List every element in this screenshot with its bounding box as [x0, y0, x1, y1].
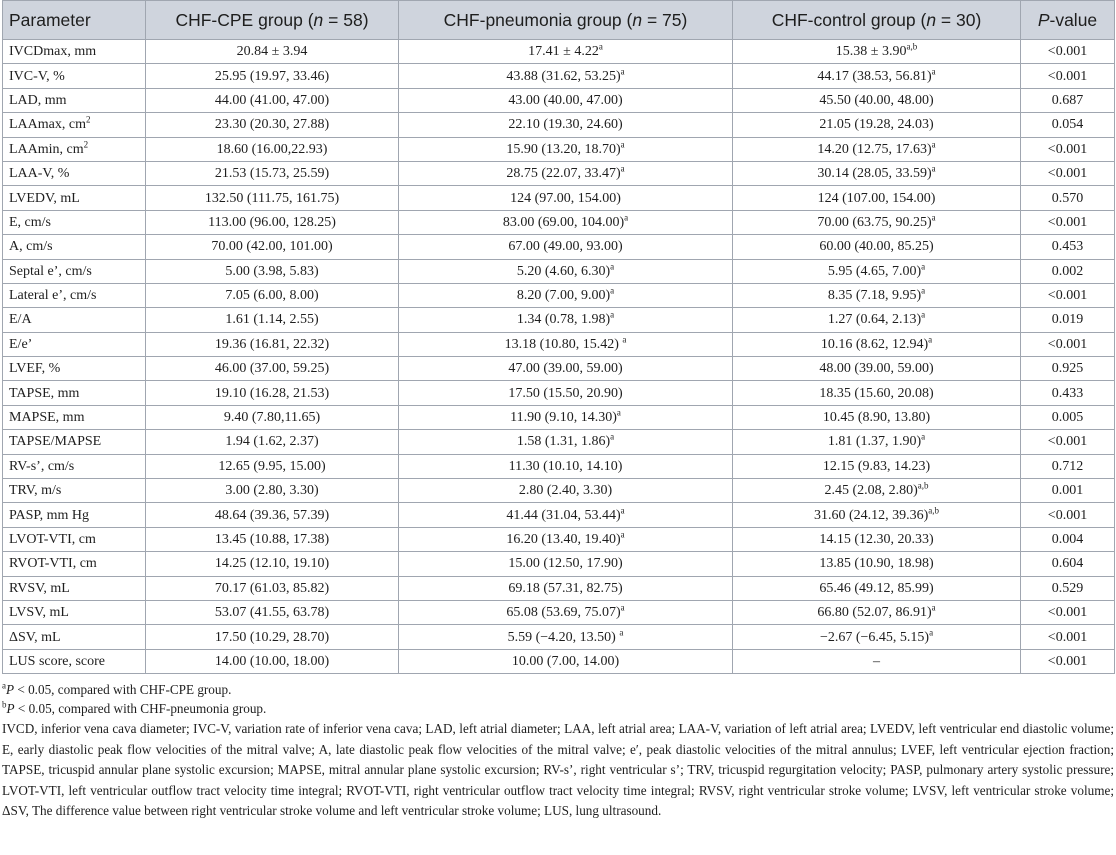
param-cell: LVOT-VTI, cm [3, 527, 146, 551]
p-value-cell: 0.604 [1021, 552, 1115, 576]
chf-cpe-cell: 21.53 (15.73, 25.59) [146, 161, 399, 185]
table-row [3, 186, 1115, 210]
param-cell: LAA-V, % [3, 161, 146, 185]
chf-control-cell: 10.16 (8.62, 12.94)$^a$ [733, 332, 1021, 356]
param-cell: RVSV, mL [3, 576, 146, 600]
param-cell: LAD, mm [3, 88, 146, 112]
p-value-cell: <0.001 [1021, 40, 1115, 64]
chf-control-cell: 14.15 (12.30, 20.33) [733, 527, 1021, 551]
chf-control-cell: $15.38 \pm 3.90^{a,b}$ [733, 40, 1021, 64]
table-row [3, 430, 1115, 454]
param-cell: E/e’ [3, 332, 146, 356]
p-value-cell: <0.001 [1021, 332, 1115, 356]
chf-cpe-cell: 12.65 (9.95, 15.00) [146, 454, 399, 478]
param-cell: LUS score, score [3, 649, 146, 673]
chf-pneumonia-cell: 11.90 (9.10, 14.30)$^a$ [399, 405, 733, 429]
chf-pneumonia-cell: 17.50 (15.50, 20.90) [399, 381, 733, 405]
chf-cpe-cell: 70.00 (42.00, 101.00) [146, 235, 399, 259]
p-value-cell: 0.712 [1021, 454, 1115, 478]
chf-pneumonia-cell: 47.00 (39.00, 59.00) [399, 357, 733, 381]
table-body [3, 40, 1115, 674]
chf-pneumonia-cell: 8.20 (7.00, 9.00)$^a$ [399, 283, 733, 307]
param-cell: MAPSE, mm [3, 405, 146, 429]
chf-pneumonia-cell: 16.20 (13.40, 19.40)$^a$ [399, 527, 733, 551]
table-row [3, 40, 1115, 64]
footnote-a: $^a$P < 0.05, compared with CHF-CPE group. [2, 680, 232, 698]
p-value-cell: 0.453 [1021, 235, 1115, 259]
chf-cpe-cell: 53.07 (41.55, 63.78) [146, 600, 399, 624]
chf-control-cell: 124 (107.00, 154.00) [733, 186, 1021, 210]
chf-cpe-cell: 113.00 (96.00, 128.25) [146, 210, 399, 234]
chf-cpe-cell: 19.36 (16.81, 22.32) [146, 332, 399, 356]
param-cell: Septal e’, cm/s [3, 259, 146, 283]
chf-pneumonia-cell: 13.18 (10.80, 15.42) $^a$ [399, 332, 733, 356]
chf-control-cell: 13.85 (10.90, 18.98) [733, 552, 1021, 576]
chf-pneumonia-cell: 5.59 (−4.20, 13.50) $^a$ [399, 625, 733, 649]
param-cell: LAAmax, $cm^2$ [3, 113, 146, 137]
p-value-cell: 0.687 [1021, 88, 1115, 112]
param-cell: E/A [3, 308, 146, 332]
table-row [3, 600, 1115, 624]
chf-pneumonia-cell: 15.00 (12.50, 17.90) [399, 552, 733, 576]
chf-cpe-cell: 19.10 (16.28, 21.53) [146, 381, 399, 405]
param-cell: Lateral e’, cm/s [3, 283, 146, 307]
chf-cpe-cell: 44.00 (41.00, 47.00) [146, 88, 399, 112]
chf-control-cell: 66.80 (52.07, 86.91)$^a$ [733, 600, 1021, 624]
param-cell: LVSV, mL [3, 600, 146, 624]
chf-control-cell: 18.35 (15.60, 20.08) [733, 381, 1021, 405]
chf-control-cell: 60.00 (40.00, 85.25) [733, 235, 1021, 259]
chf-cpe-cell: 9.40 (7.80,11.65) [146, 405, 399, 429]
header-parameter: Parameter [3, 1, 146, 40]
table-row [3, 161, 1115, 185]
header-chf-control-group: CHF-control group (n = 30) [733, 1, 1021, 40]
chf-control-cell: 5.95 (4.65, 7.00)$^a$ [733, 259, 1021, 283]
param-cell: TRV, m/s [3, 479, 146, 503]
footnote-b: $^b$P < 0.05, compared with CHF-pneumonia group. [2, 699, 267, 717]
chf-cpe-cell: 20.84 ± 3.94 [146, 40, 399, 64]
param-cell: A, cm/s [3, 235, 146, 259]
table-row [3, 137, 1115, 161]
p-value-cell: <0.001 [1021, 625, 1115, 649]
chf-pneumonia-cell: 43.88 (31.62, 53.25)$^a$ [399, 64, 733, 88]
p-value-cell: 0.001 [1021, 479, 1115, 503]
chf-control-cell: 8.35 (7.18, 9.95)$^a$ [733, 283, 1021, 307]
table-row [3, 64, 1115, 88]
chf-pneumonia-cell: 10.00 (7.00, 14.00) [399, 649, 733, 673]
chf-cpe-cell: 3.00 (2.80, 3.30) [146, 479, 399, 503]
chf-cpe-cell: 14.00 (10.00, 18.00) [146, 649, 399, 673]
chf-pneumonia-cell: 43.00 (40.00, 47.00) [399, 88, 733, 112]
chf-control-cell: 10.45 (8.90, 13.80) [733, 405, 1021, 429]
chf-pneumonia-cell: 11.30 (10.10, 14.10) [399, 454, 733, 478]
p-value-cell: <0.001 [1021, 64, 1115, 88]
chf-control-cell: 31.60 (24.12, 39.36)$^{a,b}$ [733, 503, 1021, 527]
chf-pneumonia-cell: 2.80 (2.40, 3.30) [399, 479, 733, 503]
param-cell: RVOT-VTI, cm [3, 552, 146, 576]
chf-pneumonia-cell: 67.00 (49.00, 93.00) [399, 235, 733, 259]
chf-cpe-cell: 23.30 (20.30, 27.88) [146, 113, 399, 137]
chf-control-cell: 1.27 (0.64, 2.13)$^a$ [733, 308, 1021, 332]
table-row [3, 479, 1115, 503]
chf-cpe-cell: 1.61 (1.14, 2.55) [146, 308, 399, 332]
p-value-cell: <0.001 [1021, 503, 1115, 527]
chf-pneumonia-cell: 69.18 (57.31, 82.75) [399, 576, 733, 600]
chf-pneumonia-cell: 17.41 ± 4.22$^a$ [399, 40, 733, 64]
chf-control-cell: – [733, 649, 1021, 673]
table-row [3, 576, 1115, 600]
chf-pneumonia-cell: 28.75 (22.07, 33.47)$^a$ [399, 161, 733, 185]
table-row [3, 88, 1115, 112]
header-p-value: P-value [1021, 1, 1115, 40]
chf-control-cell: 70.00 (63.75, 90.25)$^a$ [733, 210, 1021, 234]
chf-pneumonia-cell: 15.90 (13.20, 18.70)$^a$ [399, 137, 733, 161]
chf-pneumonia-cell: 1.34 (0.78, 1.98)$^a$ [399, 308, 733, 332]
chf-cpe-cell: 70.17 (61.03, 85.82) [146, 576, 399, 600]
table-row [3, 503, 1115, 527]
chf-control-cell: 12.15 (9.83, 14.23) [733, 454, 1021, 478]
p-value-cell: 0.570 [1021, 186, 1115, 210]
table-row [3, 405, 1115, 429]
header-row [3, 1, 1115, 40]
chf-cpe-cell: 46.00 (37.00, 59.25) [146, 357, 399, 381]
chf-cpe-cell: 18.60 (16.00,22.93) [146, 137, 399, 161]
chf-control-cell: 30.14 (28.05, 33.59)$^a$ [733, 161, 1021, 185]
chf-pneumonia-cell: 83.00 (69.00, 104.00)$^a$ [399, 210, 733, 234]
chf-control-cell: 65.46 (49.12, 85.99) [733, 576, 1021, 600]
chf-pneumonia-cell: 5.20 (4.60, 6.30)$^a$ [399, 259, 733, 283]
chf-cpe-cell: 5.00 (3.98, 5.83) [146, 259, 399, 283]
table-row [3, 332, 1115, 356]
p-value-cell: 0.433 [1021, 381, 1115, 405]
param-cell: LAAmin, $cm^2$ [3, 137, 146, 161]
chf-control-cell: 48.00 (39.00, 59.00) [733, 357, 1021, 381]
table-row [3, 625, 1115, 649]
echocardiography-table [2, 0, 1115, 674]
table-row [3, 649, 1115, 673]
p-value-cell: <0.001 [1021, 161, 1115, 185]
header-chf-cpe-group: CHF-CPE group (n = 58) [146, 1, 399, 40]
chf-cpe-cell: 48.64 (39.36, 57.39) [146, 503, 399, 527]
p-value-cell: 0.019 [1021, 308, 1115, 332]
p-value-cell: <0.001 [1021, 649, 1115, 673]
chf-control-cell: 14.20 (12.75, 17.63)$^a$ [733, 137, 1021, 161]
p-value-cell: 0.925 [1021, 357, 1115, 381]
table-row [3, 235, 1115, 259]
header-chf-pneumonia-group: CHF-pneumonia group (n = 75) [399, 1, 733, 40]
chf-pneumonia-cell: 65.08 (53.69, 75.07)$^a$ [399, 600, 733, 624]
table-notes [2, 680, 1114, 822]
chf-control-cell: 2.45 (2.08, 2.80)$^{a,b}$ [733, 479, 1021, 503]
table-row [3, 357, 1115, 381]
table-row [3, 259, 1115, 283]
p-value-cell: <0.001 [1021, 600, 1115, 624]
p-value-cell: 0.005 [1021, 405, 1115, 429]
chf-control-cell: −2.67 (−6.45, 5.15)$^a$ [733, 625, 1021, 649]
chf-pneumonia-cell: 1.58 (1.31, 1.86)$^a$ [399, 430, 733, 454]
p-value-cell: <0.001 [1021, 430, 1115, 454]
table-row [3, 527, 1115, 551]
table-row [3, 113, 1115, 137]
chf-pneumonia-cell: 22.10 (19.30, 24.60) [399, 113, 733, 137]
p-value-cell: <0.001 [1021, 210, 1115, 234]
param-cell: IVC-V, % [3, 64, 146, 88]
table-row [3, 308, 1115, 332]
param-cell: PASP, mm Hg [3, 503, 146, 527]
param-cell: TAPSE, mm [3, 381, 146, 405]
chf-cpe-cell: 132.50 (111.75, 161.75) [146, 186, 399, 210]
table-row [3, 210, 1115, 234]
abbreviations-note: IVCD, inferior vena cava diameter; IVC-V, variation rate of inferior vena cava; LAD, left atrial diameter; LAA, left atrial area; LAA-V, variation of left atrial area; LVEDV, left ventricular end diastolic volume; E, early diastolic peak flow velocities of the mitral valve; A, late diastolic peak flow velocities of the mitral valve; e′, peak diastolic velocities of the mitral annulus; LVEF, left ventricular ejection fraction; TAPSE, tricuspid annular plane systolic excursion; MAPSE, mitral annular plane systolic excursion; RV-s’, right ventricular s’; TRV, tricuspid regurgitation velocity; PASP, pulmonary artery systolic pressure; LVOT-VTI, left ventricular outflow tract velocity time integral; RVOT-VTI, right ventricular outflow tract velocity time integral; RVSV, right ventricular stroke volume; LVSV, left ventricular stroke volume; ΔSV, The difference value between right ventricular stroke volume and left ventricular stroke volume; LUS, lung ultrasound. [2, 721, 1114, 819]
param-cell: E, cm/s [3, 210, 146, 234]
p-value-cell: 0.054 [1021, 113, 1115, 137]
param-cell: LVEF, % [3, 357, 146, 381]
p-value-cell: 0.002 [1021, 259, 1115, 283]
param-cell: TAPSE/MAPSE [3, 430, 146, 454]
param-cell: LVEDV, mL [3, 186, 146, 210]
p-value-cell: 0.529 [1021, 576, 1115, 600]
chf-control-cell: 1.81 (1.37, 1.90)$^a$ [733, 430, 1021, 454]
table-row [3, 454, 1115, 478]
p-value-cell: <0.001 [1021, 137, 1115, 161]
chf-cpe-cell: 14.25 (12.10, 19.10) [146, 552, 399, 576]
p-value-cell: <0.001 [1021, 283, 1115, 307]
table-row [3, 552, 1115, 576]
p-value-cell: 0.004 [1021, 527, 1115, 551]
param-cell: ΔSV, mL [3, 625, 146, 649]
param-cell: IVCDmax, mm [3, 40, 146, 64]
chf-cpe-cell: 7.05 (6.00, 8.00) [146, 283, 399, 307]
chf-control-cell: 44.17 (38.53, 56.81)$^a$ [733, 64, 1021, 88]
chf-cpe-cell: 25.95 (19.97, 33.46) [146, 64, 399, 88]
param-cell: RV-s’, cm/s [3, 454, 146, 478]
document [2, 0, 1114, 822]
table-row [3, 283, 1115, 307]
chf-cpe-cell: 17.50 (10.29, 28.70) [146, 625, 399, 649]
table-row [3, 381, 1115, 405]
chf-pneumonia-cell: 124 (97.00, 154.00) [399, 186, 733, 210]
chf-control-cell: 21.05 (19.28, 24.03) [733, 113, 1021, 137]
chf-pneumonia-cell: 41.44 (31.04, 53.44)$^a$ [399, 503, 733, 527]
chf-control-cell: 45.50 (40.00, 48.00) [733, 88, 1021, 112]
chf-cpe-cell: 1.94 (1.62, 2.37) [146, 430, 399, 454]
chf-cpe-cell: 13.45 (10.88, 17.38) [146, 527, 399, 551]
